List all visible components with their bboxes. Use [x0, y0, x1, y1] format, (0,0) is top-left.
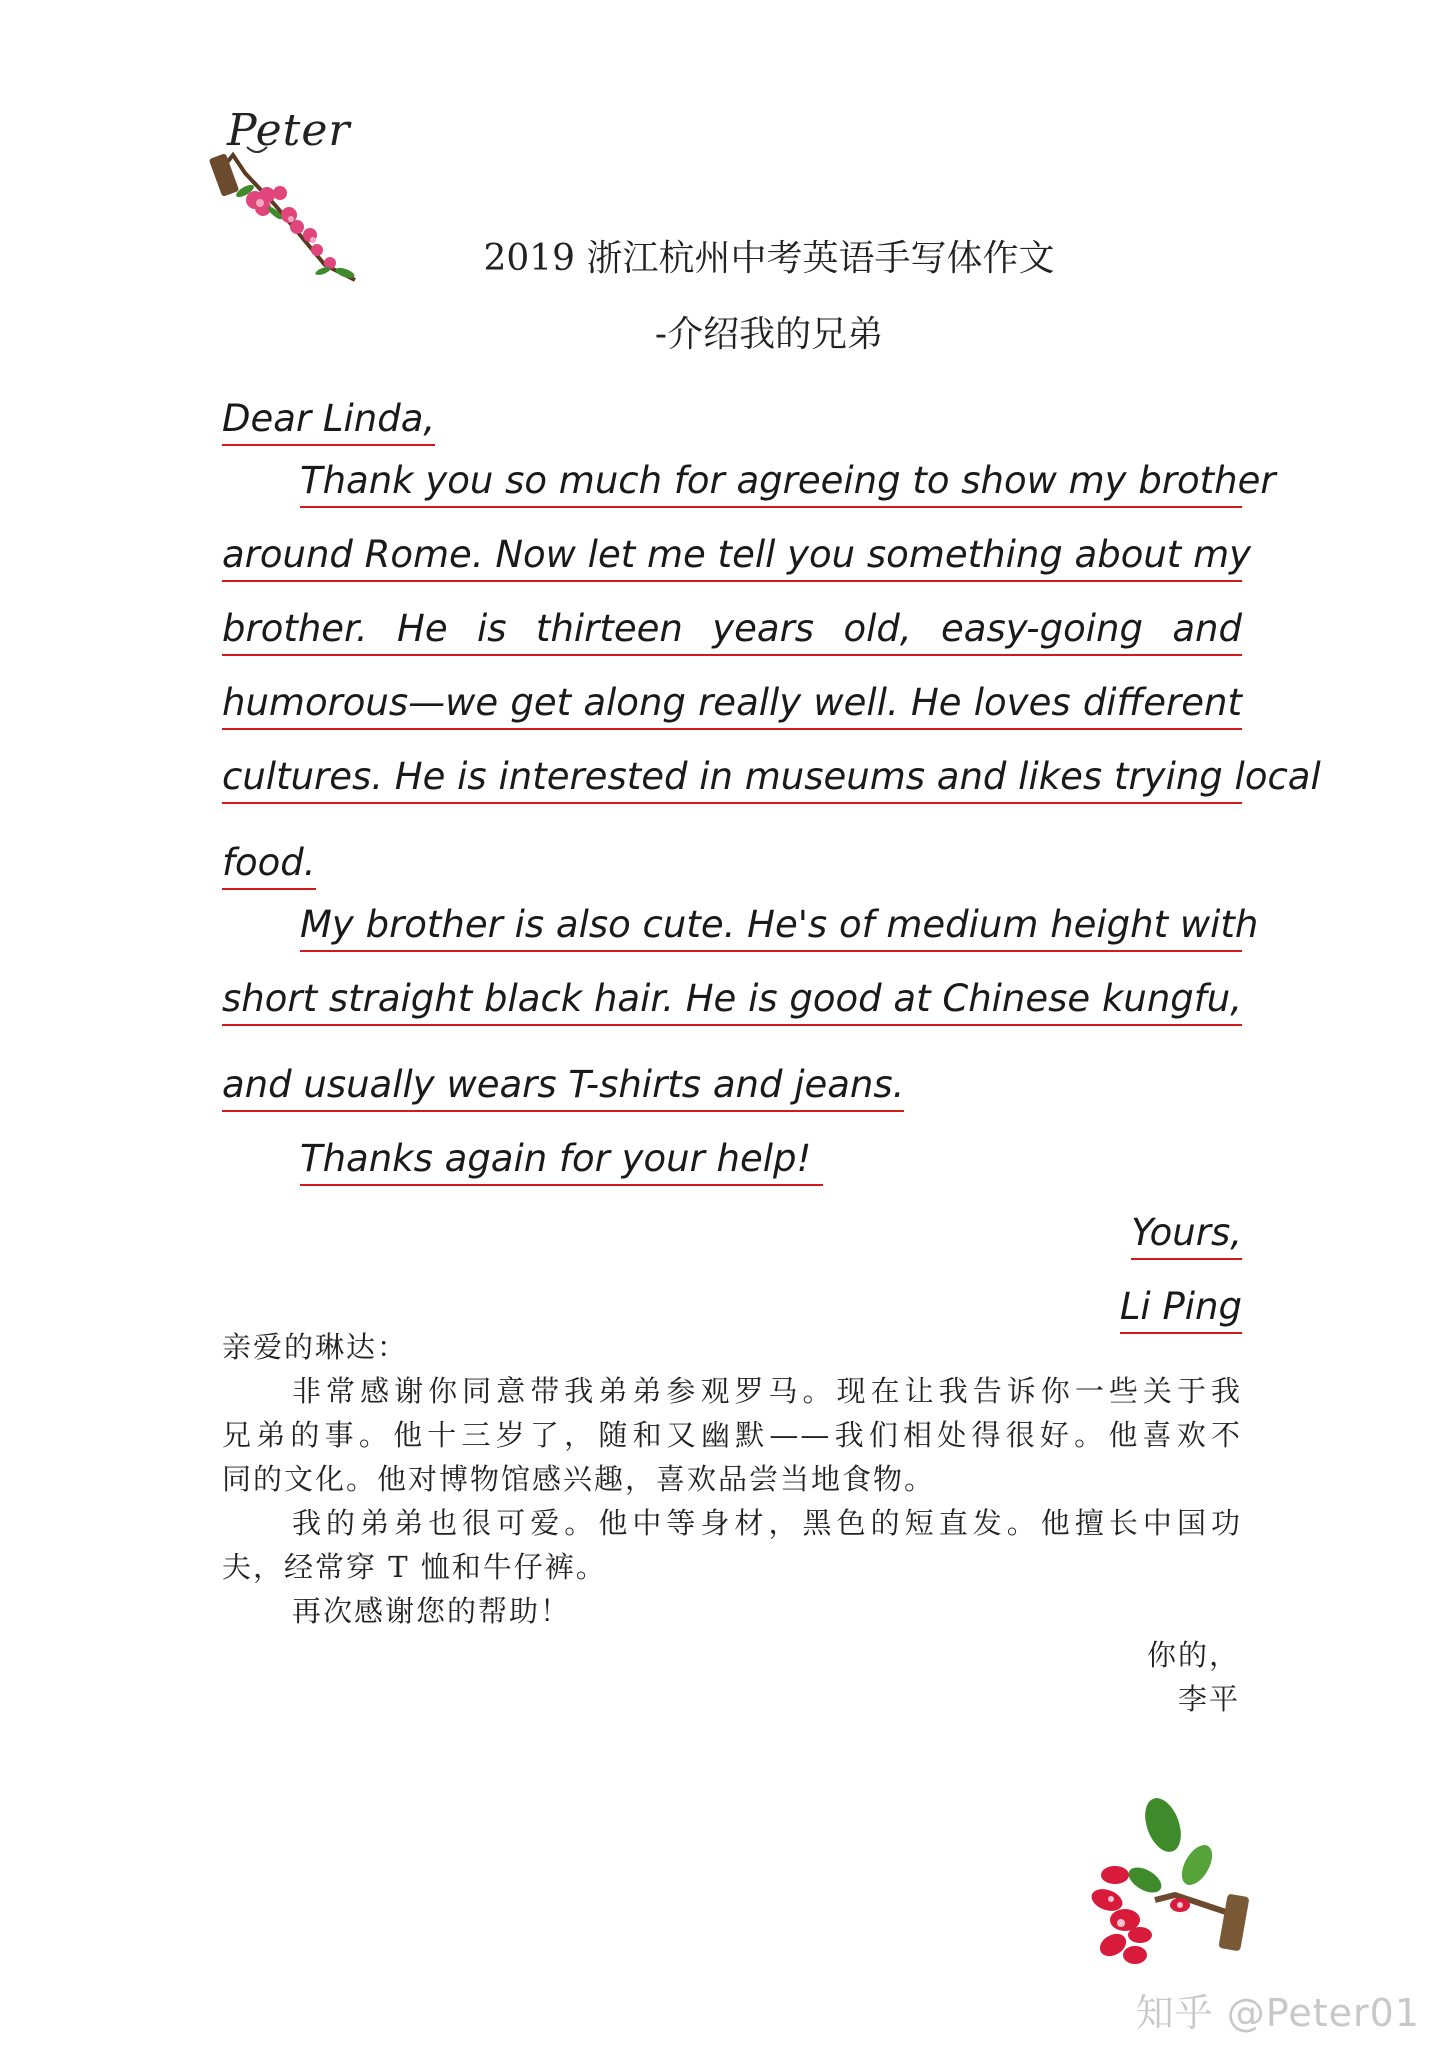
letter-signature: Li Ping	[222, 1270, 1242, 1344]
chinese-translation	[222, 1325, 1242, 1721]
letter-greeting: Dear Linda,	[222, 382, 1242, 456]
letter-line: cultures. He is interested in museums and likes trying local	[222, 752, 1242, 826]
letter-line: Thanks again for your help!	[222, 1122, 1242, 1196]
translation-signature: 李平	[1177, 1682, 1240, 1716]
translation-line: 夫，经常穿 T 恤和牛仔裤。	[222, 1550, 607, 1584]
translation-closing: 你的，	[1146, 1638, 1240, 1672]
letter-line: humorous—we get along really well. He loves different	[222, 678, 1242, 752]
letter-line: and usually wears T-shirts and jeans.	[222, 1048, 1242, 1122]
translation-line: 同的文化。他对博物馆感兴趣，喜欢品尝当地食物。	[222, 1462, 936, 1496]
letter-line: Thank you so much for agreeing to show my brother	[222, 456, 1242, 530]
letter-closing: Yours,	[222, 1196, 1242, 1270]
letter-line: around Rome. Now let me tell you something about my	[222, 530, 1242, 604]
english-letter	[222, 382, 1321, 1344]
translation-line: 非常感谢你同意带我弟弟参观罗马。现在让我告诉你一些关于我	[292, 1374, 1242, 1408]
translation-line: 再次感谢您的帮助！	[292, 1594, 572, 1628]
watermark: 知乎 @Peter01	[1135, 1991, 1420, 2035]
letter-line: brother. He is thirteen years old, easy-going and	[222, 604, 1242, 678]
page-title: 2019 浙江杭州中考英语手写体作文	[483, 238, 1055, 279]
letter-line: short straight black hair. He is good at Chinese kungfu,	[222, 974, 1242, 1048]
translation-line: 我的弟弟也很可爱。他中等身材，黑色的短直发。他擅长中国功	[292, 1506, 1242, 1540]
red-flower-branch-icon	[1085, 1795, 1250, 1980]
page-subtitle: -介绍我的兄弟	[654, 314, 884, 355]
translation-greeting: 亲爱的琳达：	[222, 1330, 409, 1364]
letter-line: food.	[222, 826, 1242, 900]
logo-text: Peter	[227, 105, 351, 156]
letter-line: My brother is also cute. He's of medium height with	[222, 900, 1242, 974]
translation-line: 兄弟的事。他十三岁了，随和又幽默——我们相处得很好。他喜欢不	[222, 1418, 1242, 1452]
